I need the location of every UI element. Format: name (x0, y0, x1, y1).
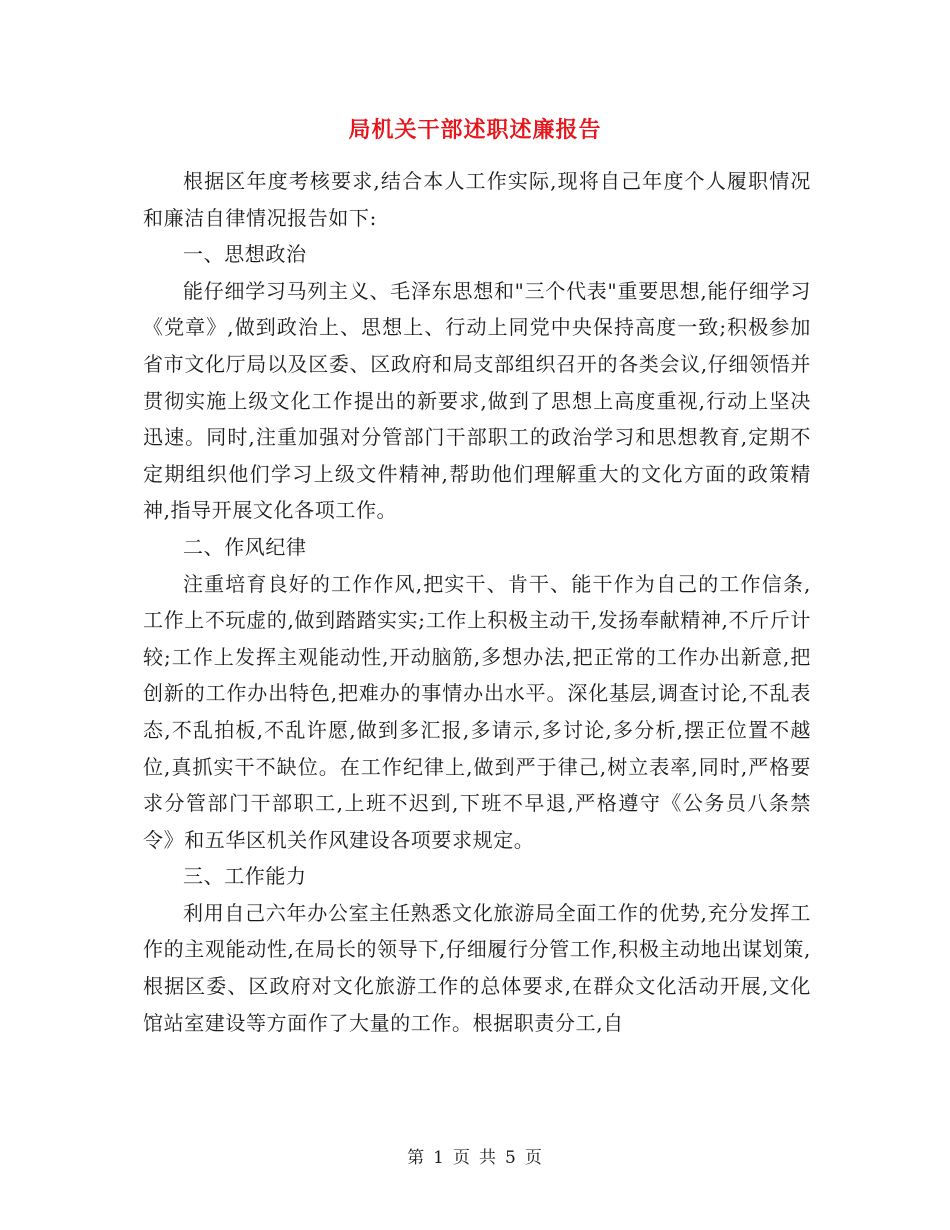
document-body (143, 163, 811, 1041)
section-heading-ability: 三、工作能力 (183, 864, 307, 889)
paragraph-ability: 利用自己六年办公室主任熟悉文化旅游局全面工作的优势,充分发挥工作的主观能动性,在局长的领导下,仔细履行分管工作,积极主动地出谋划策,根据区委、区政府对文化旅游工作的总体要求,在群众文化活动开展,文化馆站室建设等方面作了大量的工作。根据职责分工,自 (143, 900, 811, 1035)
document-title: 局机关干部述职述廉报告 (348, 117, 602, 143)
footer-page-total: 5 (505, 1148, 517, 1168)
section-heading-conduct: 二、作风纪律 (183, 534, 307, 559)
footer-page-prefix: 第 (407, 1148, 426, 1168)
paragraph-ideology: 能仔细学习马列主义、毛泽东思想和"三个代表"重要思想,能仔细学习《党章》,做到政治上、思想上、行动上同党中央保持高度一致;积极参加省市文化厅局以及区委、区政府和局支部组织召开的各类会议,仔细领悟并贯彻实施上级文化工作提出的新要求,做到了思想上高度重视,行动上坚决迅速。同时,注重加强对分管部门干部职工的政治学习和思想教育,定期不定期组织他们学习上级文件精神,帮助他们理解重大的文化方面的政策精神,指导开展文化各项工作。 (143, 278, 811, 523)
paragraph-conduct: 注重培育良好的工作作风,把实干、肯干、能干作为自己的工作信条,工作上不玩虚的,做到踏踏实实;工作上积极主动干,发扬奉献精神,不斤斤计较;工作上发挥主观能动性,开动脑筋,多想办法,把正常的工作办出新意,把创新的工作办出特色,把难办的事情办出水平。深化基层,调查讨论,不乱表态,不乱拍板,不乱许愿,做到多汇报,多请示,多讨论,多分析,摆正位置不越位,真抓实干不缺位。在工作纪律上,做到严于律己,树立表率,同时,严格要求分管部门干部职工,上班不迟到,下班不早退,严格遵守《公务员八条禁令》和五华区机关作风建设各项要求规定。 (143, 571, 811, 852)
paragraph-intro: 根据区年度考核要求,结合本人工作实际,现将自己年度个人履职情况和廉洁自律情况报告如下: (143, 169, 811, 230)
footer-page-mid: 页 (453, 1148, 471, 1168)
section-heading-ideology: 一、思想政治 (183, 242, 307, 267)
footer-page-current: 1 (433, 1148, 445, 1168)
page-footer (0, 1146, 950, 1170)
footer-page-suffix: 页 (524, 1148, 543, 1168)
footer-page-total-prefix: 共 (479, 1148, 497, 1168)
